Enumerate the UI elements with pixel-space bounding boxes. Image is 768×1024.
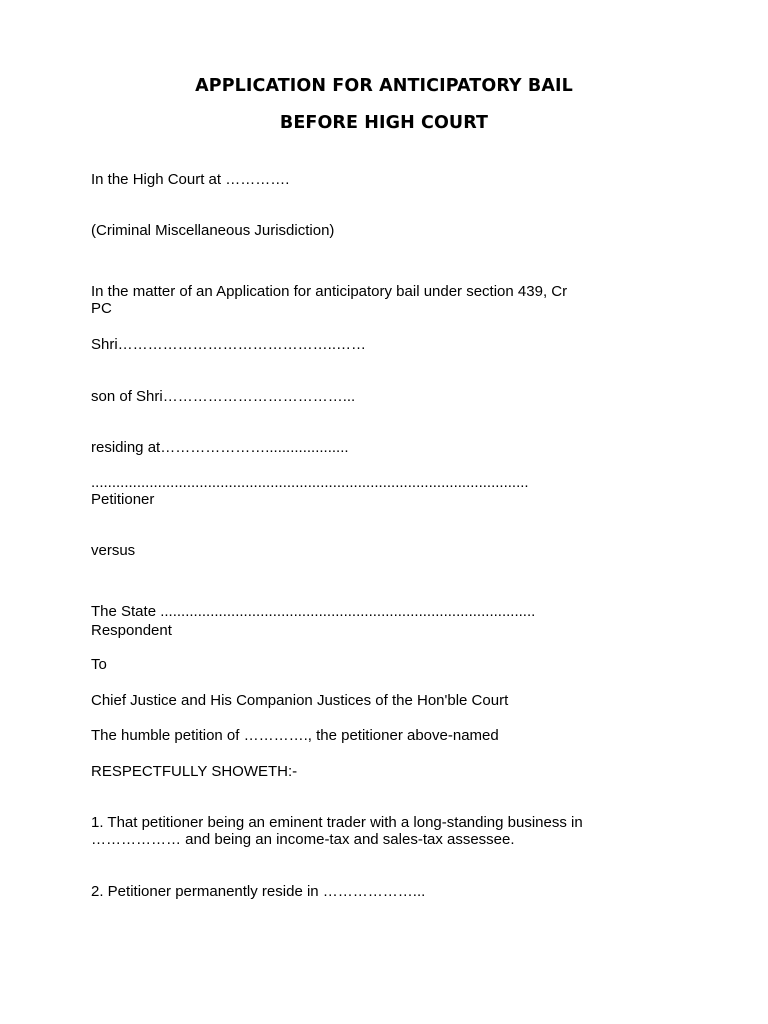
matter-line-1: In the matter of an Application for anticipatory bail under section 439, Cr [91, 283, 568, 300]
paragraph-1-line-1: 1. That petitioner being an eminent trader with a long-standing business in [91, 814, 583, 831]
dotted-line: ......................................................................................................... [91, 474, 529, 491]
to-label: To [91, 656, 107, 673]
document-subtitle: BEFORE HIGH COURT [279, 113, 489, 133]
court-line: In the High Court at …………. [91, 171, 290, 188]
respondent-label: Respondent [91, 622, 172, 639]
state-line: The State .......................................................................................... [91, 603, 536, 620]
residing-line: residing at………………….................... [91, 439, 349, 456]
paragraph-1-line-2: ……………… and being an income-tax and sales-tax assessee. [91, 831, 515, 848]
matter-line-2: PC [91, 300, 112, 317]
jurisdiction-line: (Criminal Miscellaneous Jurisdiction) [91, 222, 335, 239]
paragraph-2: 2. Petitioner permanently reside in ………………... [91, 883, 426, 900]
showeth-line: RESPECTFULLY SHOWETH:- [91, 763, 298, 780]
versus-label: versus [91, 542, 136, 559]
document-title: APPLICATION FOR ANTICIPATORY BAIL [195, 76, 573, 96]
shri-line: Shri……………………………………..…… [91, 336, 367, 353]
petitioner-label: Petitioner [91, 491, 155, 508]
son-of-line: son of Shri………………………………... [91, 388, 356, 405]
humble-petition-line: The humble petition of …………., the petitioner above-named [91, 727, 499, 744]
addressee-line: Chief Justice and His Companion Justices of the Hon'ble Court [91, 692, 509, 709]
